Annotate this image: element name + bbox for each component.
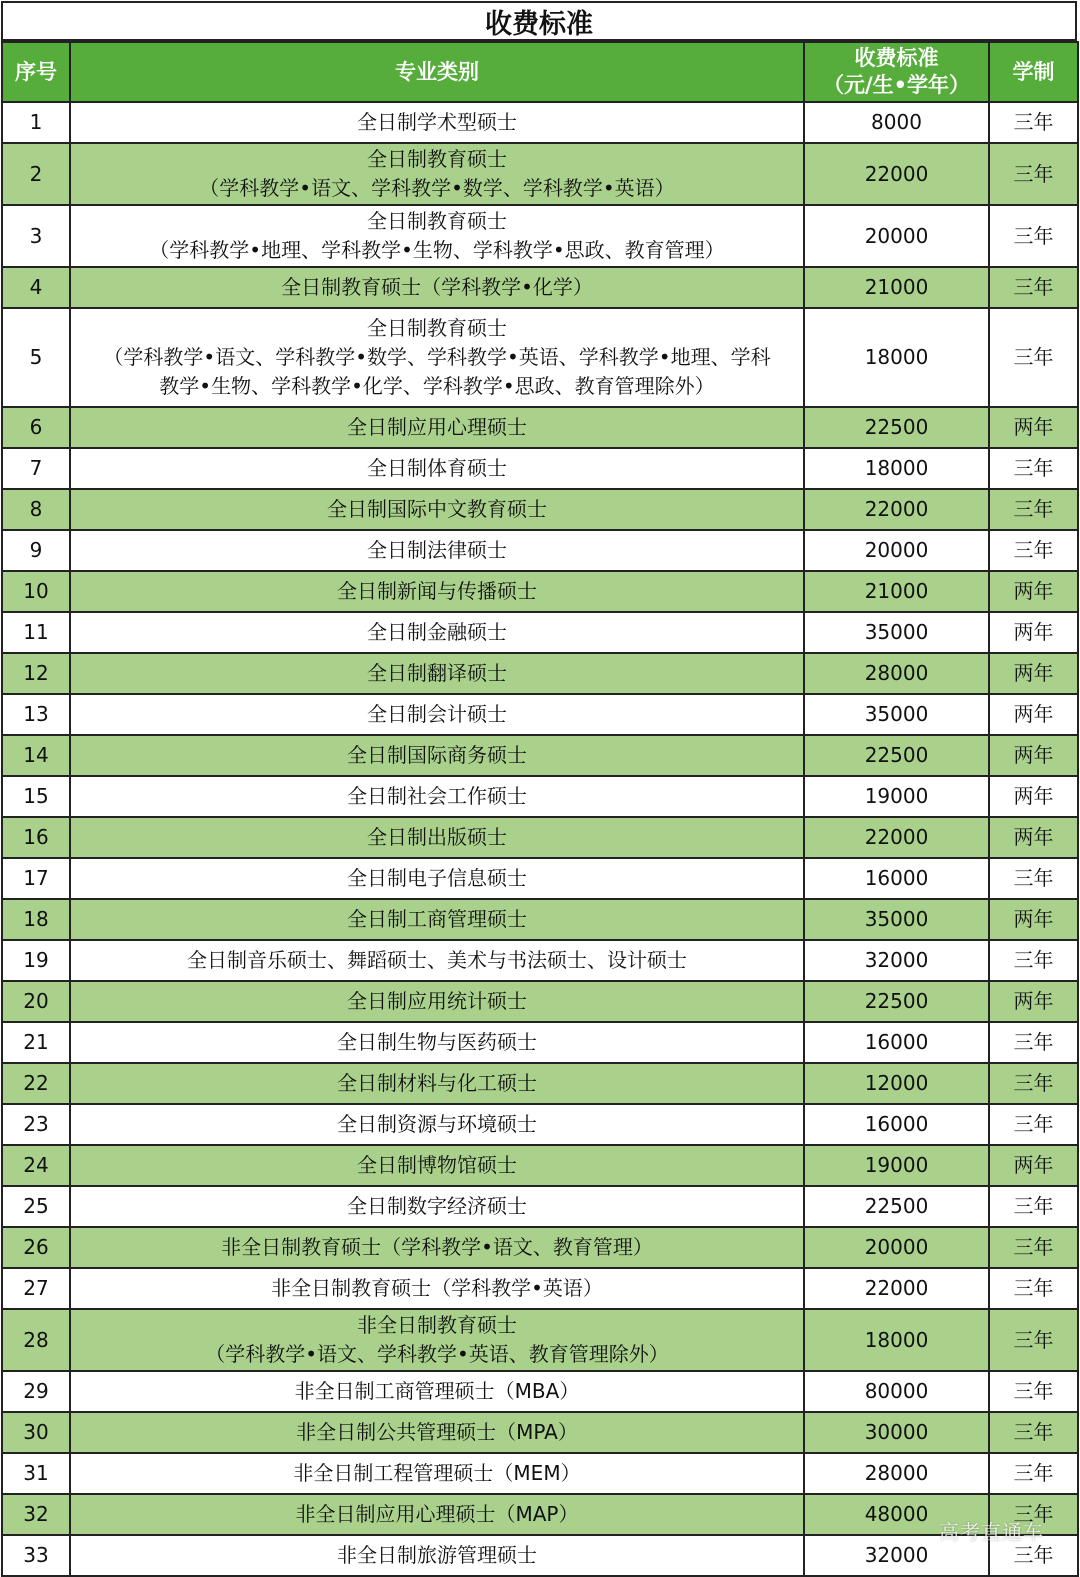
category-line: 全日制数字经济硕士 — [347, 1194, 527, 1218]
category-line: 非全日制应用心理硕士（MAP） — [295, 1502, 579, 1526]
category-line: （学科教学•地理、学科教学•生物、学科教学•思政、教育管理） — [149, 238, 725, 262]
row-category — [70, 1186, 804, 1227]
table-row — [2, 1309, 1078, 1371]
row-fee: 21000 — [804, 571, 989, 612]
category-line: 全日制翻译硕士 — [367, 661, 507, 685]
row-number: 27 — [2, 1268, 70, 1309]
table-row — [2, 612, 1078, 653]
table-row — [2, 1063, 1078, 1104]
row-duration: 两年 — [989, 776, 1078, 817]
table-row — [2, 205, 1078, 267]
row-duration: 三年 — [989, 1268, 1078, 1309]
row-duration: 两年 — [989, 407, 1078, 448]
table-title: 收费标准 — [1, 1, 1077, 41]
row-fee: 18000 — [804, 308, 989, 407]
category-line: 全日制体育硕士 — [367, 456, 507, 480]
header-category: 专业类别 — [70, 42, 804, 102]
row-category — [70, 1063, 804, 1104]
row-number: 23 — [2, 1104, 70, 1145]
row-duration: 两年 — [989, 694, 1078, 735]
category-line: 全日制音乐硕士、舞蹈硕士、美术与书法硕士、设计硕士 — [187, 948, 687, 972]
table-row — [2, 1104, 1078, 1145]
table-row — [2, 1145, 1078, 1186]
row-fee: 22000 — [804, 817, 989, 858]
row-number: 33 — [2, 1535, 70, 1576]
row-duration: 三年 — [989, 1453, 1078, 1494]
row-duration: 三年 — [989, 489, 1078, 530]
row-number: 22 — [2, 1063, 70, 1104]
row-duration: 两年 — [989, 653, 1078, 694]
table-row — [2, 735, 1078, 776]
row-category — [70, 899, 804, 940]
row-number: 16 — [2, 817, 70, 858]
category-line: 全日制金融硕士 — [367, 620, 507, 644]
row-fee: 19000 — [804, 1145, 989, 1186]
header-no: 序号 — [2, 42, 70, 102]
category-line: 非全日制教育硕士（学科教学•语文、教育管理） — [221, 1235, 653, 1259]
row-category — [70, 1309, 804, 1371]
category-line: 全日制电子信息硕士 — [347, 866, 527, 890]
table-row — [2, 858, 1078, 899]
category-line: 全日制国际中文教育硕士 — [327, 497, 547, 521]
row-number: 32 — [2, 1494, 70, 1535]
row-fee: 22500 — [804, 1186, 989, 1227]
watermark: 高考直通车 — [939, 1520, 1044, 1544]
row-duration: 两年 — [989, 612, 1078, 653]
row-category — [70, 1104, 804, 1145]
row-category — [70, 981, 804, 1022]
row-number: 3 — [2, 205, 70, 267]
row-fee: 30000 — [804, 1412, 989, 1453]
row-duration: 三年 — [989, 940, 1078, 981]
row-fee: 21000 — [804, 267, 989, 308]
row-fee: 8000 — [804, 102, 989, 143]
row-number: 28 — [2, 1309, 70, 1371]
category-line: （学科教学•语文、学科教学•数学、学科教学•英语、学科教学•地理、学科 — [103, 345, 771, 369]
row-number: 24 — [2, 1145, 70, 1186]
row-number: 20 — [2, 981, 70, 1022]
row-fee: 16000 — [804, 1022, 989, 1063]
row-category — [70, 1535, 804, 1576]
category-line: （学科教学•语文、学科教学•英语、教育管理除外） — [205, 1342, 669, 1366]
row-number: 4 — [2, 267, 70, 308]
category-line: 全日制博物馆硕士 — [357, 1153, 517, 1177]
category-line: 全日制学术型硕士 — [357, 110, 517, 134]
row-number: 25 — [2, 1186, 70, 1227]
row-category — [70, 1371, 804, 1412]
header-fee-line2: （元/生•学年） — [822, 73, 971, 97]
row-fee: 32000 — [804, 1535, 989, 1576]
header-duration: 学制 — [989, 42, 1078, 102]
row-duration: 三年 — [989, 1535, 1078, 1576]
table-row — [2, 448, 1078, 489]
row-number: 10 — [2, 571, 70, 612]
fee-table — [1, 41, 1079, 1577]
row-number: 17 — [2, 858, 70, 899]
table-row — [2, 1371, 1078, 1412]
row-duration: 三年 — [989, 1309, 1078, 1371]
table-row — [2, 1453, 1078, 1494]
category-line: 全日制应用统计硕士 — [347, 989, 527, 1013]
category-line: 非全日制工程管理硕士（MEM） — [293, 1461, 581, 1485]
row-category — [70, 102, 804, 143]
category-line: 全日制教育硕士 — [367, 316, 507, 340]
table-row — [2, 1022, 1078, 1063]
row-category — [70, 530, 804, 571]
row-duration: 三年 — [989, 530, 1078, 571]
row-category — [70, 735, 804, 776]
table-row — [2, 102, 1078, 143]
row-number: 1 — [2, 102, 70, 143]
row-duration: 两年 — [989, 981, 1078, 1022]
row-duration: 三年 — [989, 267, 1078, 308]
row-category — [70, 407, 804, 448]
table-row — [2, 1227, 1078, 1268]
row-fee: 32000 — [804, 940, 989, 981]
header-fee-line1: 收费标准 — [854, 46, 939, 70]
row-fee: 22000 — [804, 143, 989, 205]
row-duration: 三年 — [989, 1186, 1078, 1227]
row-number: 18 — [2, 899, 70, 940]
row-duration: 三年 — [989, 1227, 1078, 1268]
row-category — [70, 571, 804, 612]
row-duration: 三年 — [989, 1063, 1078, 1104]
row-fee: 12000 — [804, 1063, 989, 1104]
row-category — [70, 205, 804, 267]
table-row — [2, 1186, 1078, 1227]
category-line: 非全日制旅游管理硕士 — [337, 1543, 537, 1567]
row-fee: 22500 — [804, 735, 989, 776]
row-fee: 22500 — [804, 981, 989, 1022]
table-row — [2, 1412, 1078, 1453]
row-number: 6 — [2, 407, 70, 448]
category-line: 全日制材料与化工硕士 — [337, 1071, 537, 1095]
row-category — [70, 776, 804, 817]
row-category — [70, 1494, 804, 1535]
row-number: 19 — [2, 940, 70, 981]
table-row — [2, 899, 1078, 940]
row-number: 7 — [2, 448, 70, 489]
row-category — [70, 817, 804, 858]
category-line: 全日制教育硕士 — [367, 147, 507, 171]
row-fee: 80000 — [804, 1371, 989, 1412]
row-category — [70, 1145, 804, 1186]
row-number: 5 — [2, 308, 70, 407]
row-fee: 35000 — [804, 899, 989, 940]
row-number: 9 — [2, 530, 70, 571]
row-duration: 两年 — [989, 817, 1078, 858]
row-fee: 28000 — [804, 1453, 989, 1494]
row-category — [70, 448, 804, 489]
row-category — [70, 858, 804, 899]
row-number: 2 — [2, 143, 70, 205]
row-fee: 22000 — [804, 1268, 989, 1309]
row-fee: 16000 — [804, 858, 989, 899]
row-category — [70, 940, 804, 981]
row-duration: 三年 — [989, 1494, 1078, 1535]
row-category — [70, 308, 804, 407]
row-number: 30 — [2, 1412, 70, 1453]
table-row — [2, 1535, 1078, 1576]
row-category — [70, 1268, 804, 1309]
category-line: 全日制教育硕士 — [367, 209, 507, 233]
row-number: 8 — [2, 489, 70, 530]
row-fee: 18000 — [804, 1309, 989, 1371]
table-row — [2, 694, 1078, 735]
table-row — [2, 1494, 1078, 1535]
category-line: 非全日制公共管理硕士（MPA） — [296, 1420, 578, 1444]
row-fee: 48000 — [804, 1494, 989, 1535]
category-line: 全日制法律硕士 — [367, 538, 507, 562]
row-duration: 三年 — [989, 1412, 1078, 1453]
row-category — [70, 267, 804, 308]
row-duration: 三年 — [989, 1022, 1078, 1063]
row-fee: 20000 — [804, 205, 989, 267]
table-row — [2, 267, 1078, 308]
category-line: 全日制社会工作硕士 — [347, 784, 527, 808]
row-fee: 16000 — [804, 1104, 989, 1145]
category-line: 全日制会计硕士 — [367, 702, 507, 726]
row-category — [70, 694, 804, 735]
row-duration: 三年 — [989, 1371, 1078, 1412]
row-fee: 18000 — [804, 448, 989, 489]
table-row — [2, 143, 1078, 205]
header-fee — [804, 42, 989, 102]
row-number: 14 — [2, 735, 70, 776]
row-fee: 28000 — [804, 653, 989, 694]
table-header-row — [2, 42, 1078, 102]
category-line: 教学•生物、学科教学•化学、学科教学•思政、教育管理除外） — [159, 374, 715, 398]
category-line: 全日制教育硕士（学科教学•化学） — [281, 275, 593, 299]
category-line: 全日制国际商务硕士 — [347, 743, 527, 767]
table-row — [2, 308, 1078, 407]
row-number: 11 — [2, 612, 70, 653]
row-number: 21 — [2, 1022, 70, 1063]
row-duration: 两年 — [989, 735, 1078, 776]
row-duration: 两年 — [989, 571, 1078, 612]
category-line: 非全日制工商管理硕士（MBA） — [294, 1379, 580, 1403]
category-line: 全日制新闻与传播硕士 — [337, 579, 537, 603]
category-line: （学科教学•语文、学科教学•数学、学科教学•英语） — [199, 176, 675, 200]
category-line: 非全日制教育硕士 — [357, 1313, 517, 1337]
category-line: 全日制工商管理硕士 — [347, 907, 527, 931]
row-category — [70, 1453, 804, 1494]
row-fee: 22500 — [804, 407, 989, 448]
category-line: 全日制应用心理硕士 — [347, 415, 527, 439]
row-fee: 20000 — [804, 530, 989, 571]
table-row — [2, 407, 1078, 448]
row-number: 29 — [2, 1371, 70, 1412]
row-duration: 三年 — [989, 143, 1078, 205]
table-row — [2, 489, 1078, 530]
row-duration: 三年 — [989, 205, 1078, 267]
row-number: 12 — [2, 653, 70, 694]
table-row — [2, 981, 1078, 1022]
row-category — [70, 1412, 804, 1453]
row-category — [70, 1022, 804, 1063]
row-category — [70, 143, 804, 205]
table-row — [2, 571, 1078, 612]
row-number: 26 — [2, 1227, 70, 1268]
table-row — [2, 940, 1078, 981]
category-line: 全日制出版硕士 — [367, 825, 507, 849]
row-fee: 22000 — [804, 489, 989, 530]
table-row — [2, 1268, 1078, 1309]
row-number: 15 — [2, 776, 70, 817]
row-duration: 三年 — [989, 858, 1078, 899]
row-duration: 两年 — [989, 1145, 1078, 1186]
row-category — [70, 653, 804, 694]
category-line: 全日制资源与环境硕士 — [337, 1112, 537, 1136]
row-number: 13 — [2, 694, 70, 735]
row-duration: 三年 — [989, 448, 1078, 489]
row-fee: 20000 — [804, 1227, 989, 1268]
row-category — [70, 1227, 804, 1268]
category-line: 全日制生物与医药硕士 — [337, 1030, 537, 1054]
category-line: 非全日制教育硕士（学科教学•英语） — [271, 1276, 603, 1300]
table-row — [2, 776, 1078, 817]
row-duration: 三年 — [989, 102, 1078, 143]
row-category — [70, 612, 804, 653]
row-duration: 三年 — [989, 1104, 1078, 1145]
row-fee: 35000 — [804, 694, 989, 735]
row-number: 31 — [2, 1453, 70, 1494]
table-row — [2, 530, 1078, 571]
row-fee: 19000 — [804, 776, 989, 817]
row-category — [70, 489, 804, 530]
row-duration: 两年 — [989, 899, 1078, 940]
table-row — [2, 653, 1078, 694]
table-row — [2, 817, 1078, 858]
row-fee: 35000 — [804, 612, 989, 653]
row-duration: 三年 — [989, 308, 1078, 407]
